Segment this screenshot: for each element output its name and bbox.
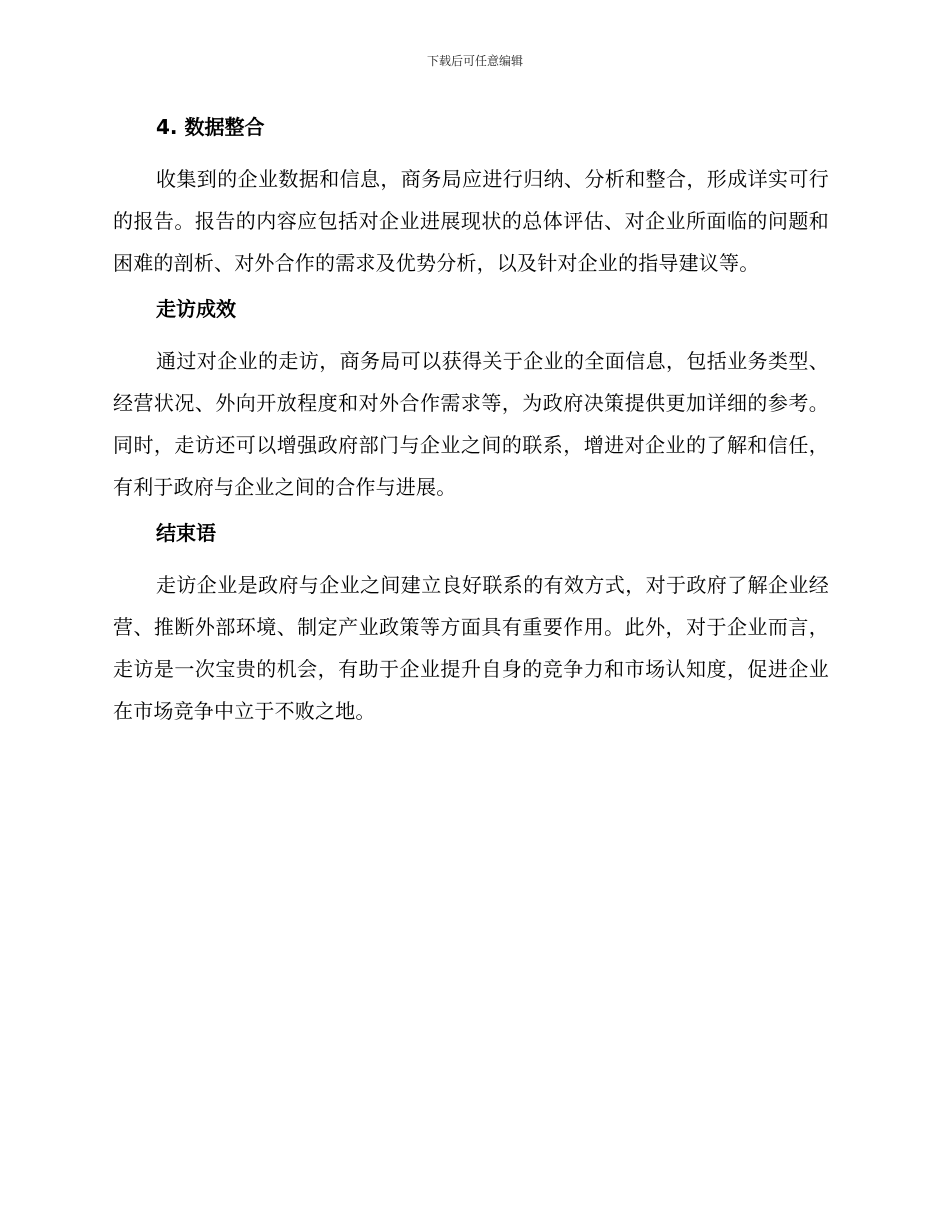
section-heading-conclusion: 结束语: [156, 521, 216, 545]
section-paragraph-visit-results: 通过对企业的走访，商务局可以获得关于企业的全面信息，包括业务类型、经营状况、外向开放程度和对外合作需求等，为政府决策提供更加详细的参考。同时，走访还可以增强政府部门与企业之间的联系，增进对企业的了解和信任，有利于政府与企业之间的合作与进展。: [113, 349, 829, 499]
section-heading-visit-results: 走访成效: [156, 297, 236, 321]
section-paragraph-data-integration: 收集到的企业数据和信息，商务局应进行归纳、分析和整合，形成详实可行的报告。报告的内容应包括对企业进展现状的总体评估、对企业所面临的问题和困难的剖析、对外合作的需求及优势分析，以及针对企业的指导建议等。: [113, 167, 829, 275]
section-heading-data-integration: 4. 数据整合: [156, 115, 265, 139]
page-header-note: 下载后可任意编辑: [426, 54, 523, 68]
section-paragraph-conclusion: 走访企业是政府与企业之间建立良好联系的有效方式，对于政府了解企业经营、推断外部环境、制定产业政策等方面具有重要作用。此外，对于企业而言，走访是一次宝贵的机会，有助于企业提升自身的竞争力和市场认知度，促进企业在市场竞争中立于不败之地。: [113, 573, 829, 723]
document-body: [113, 112, 829, 732]
